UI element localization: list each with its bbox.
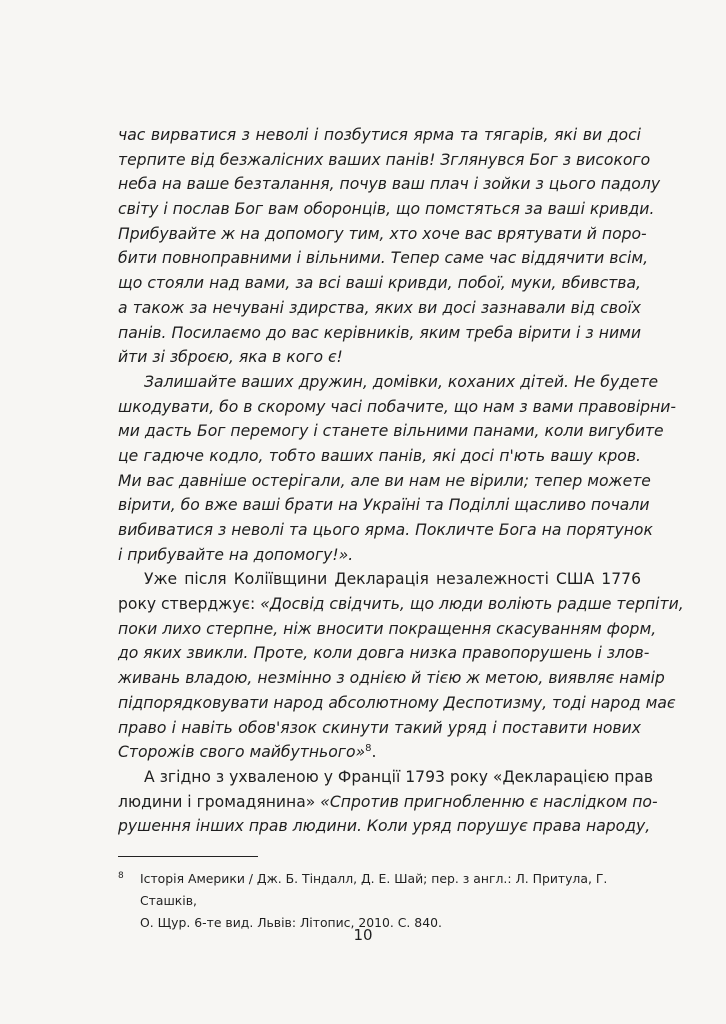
text-line (118, 641, 650, 666)
text-line (118, 246, 649, 271)
text-line (118, 469, 651, 494)
text-line (118, 148, 651, 173)
text-line (118, 814, 651, 839)
text-line (118, 419, 664, 444)
quote-text: «Спротив пригнобленню є наслідком по- (320, 792, 658, 811)
text-line-content: терпите від безжалісних ваших панів! Зглянувся Бог з високого (118, 150, 651, 169)
text-line (118, 592, 684, 617)
text-line (118, 296, 641, 321)
footnote-line: Історія Америки / Дж. Б. Тіндалл, Д. Е. Шай; пер. з англ.: Л. Притула, Г. Сташків, (140, 871, 608, 908)
quote-text: до яких звикли. Проте, коли довга низка правопорушень і злов- (118, 644, 650, 663)
text-line (118, 370, 659, 395)
text-line-content: шкодувати, бо в скорому часі побачите, що нам з вами правовірни- (118, 397, 677, 416)
text-line-content: вибиватися з неволі та цього ярма. Покличте Бога на порятунок (118, 521, 653, 539)
main-text (118, 123, 684, 839)
text-line (118, 395, 677, 420)
text-line-content: року стверджує: (118, 595, 261, 614)
footnote-mark: 8 (118, 871, 124, 881)
footnote (118, 868, 641, 934)
quote-text: Сторожів свого майбутнього» (118, 743, 366, 762)
text-line (118, 691, 676, 716)
text-line-content: неба на ваше безталання, почув ваш плач і зойки з цього падолу (118, 175, 661, 194)
text-line (118, 321, 641, 346)
text-line (118, 740, 641, 765)
footnote-reference[interactable]: 8 (365, 743, 372, 754)
text-line-content: людини і громадянина» (118, 792, 321, 811)
text-line-content: йти зі зброєю, яка в кого є! (118, 348, 343, 367)
quote-text: підпорядковувати народ абсолютному Деспотизму, тоді народ має (118, 693, 676, 712)
text-line-content: світу і послав Бог вам оборонців, що помстяться за ваші кривди. (118, 200, 655, 219)
text-line-content: час вирватися з неволі і позбутися ярма та тягарів, які ви досі (118, 126, 641, 144)
quote-text: право і навіть обов'язок скинути такий уряд і поставити нових (118, 718, 641, 737)
text-line (118, 197, 655, 222)
text-line (118, 666, 665, 691)
text-line (118, 567, 641, 592)
text-line (118, 271, 641, 296)
text-line-content: ми дасть Бог перемогу і станете вільними панами, коли вигубите (118, 422, 664, 441)
text-line-content: і прибувайте на допомогу!». (118, 545, 354, 564)
text-line (118, 345, 641, 370)
text-line (118, 790, 658, 815)
text-line-content: що стояли над вами, за всі ваші кривди, побої, муки, вбивства, (118, 274, 641, 293)
text-line-content: бити повноправними і вільними. Тепер саме час віддячити всім, (118, 249, 649, 268)
text-line (118, 716, 641, 741)
text-line-content: а також за нечувані здирства, яких ви досі зазнавали від своїх (118, 298, 641, 317)
text-line-content: це гадюче кодло, тобто ваших панів, які досі п'ють вашу кров. (118, 446, 641, 465)
punctuation: . (371, 743, 377, 762)
text-line (118, 765, 654, 790)
text-line (118, 172, 661, 197)
quote-text: поки лихо стерпне, ніж вносити покращення скасуванням форм, (118, 619, 657, 638)
text-line (118, 617, 657, 642)
text-line (118, 493, 650, 518)
text-line-content: Залишайте ваших дружин, домівки, коханих дітей. Не будете (144, 372, 659, 391)
text-line (118, 222, 647, 247)
text-line-content: Ми вас давніше остерігали, але ви нам не вірили; тепер можете (118, 471, 651, 490)
text-line-content: вірити, бо вже ваші брати на Україні та Поділлі щасливо почали (118, 496, 650, 515)
quote-text: рушення інших прав людини. Коли уряд порушує права народу, (118, 817, 651, 836)
quote-text: живань владою, незмінно з однією й тією ж метою, виявляє намір (118, 669, 665, 688)
text-line-content: А згідно з ухваленою у Франції 1793 року «Декларацією прав (144, 767, 654, 786)
text-line (118, 444, 641, 469)
text-line-content: Уже після Коліївщини Декларація незалежності США 1776 (144, 570, 641, 589)
text-line-content: панів. Посилаємо до вас керівників, яким треба вірити і з ними (118, 323, 641, 342)
quote-text: «Досвід свідчить, що люди воліють радше терпіти, (260, 595, 684, 614)
text-line (118, 543, 641, 568)
footnote-line: О. Щур. 6-те вид. Львів: Літопис, 2010. С. 840. (140, 915, 442, 930)
footnote-separator (118, 856, 258, 857)
page-number: 10 (353, 926, 373, 944)
text-line-content: Прибувайте ж на допомогу тим, хто хоче вас врятувати й поро- (118, 224, 647, 243)
text-line (118, 123, 641, 148)
text-line (118, 518, 653, 543)
